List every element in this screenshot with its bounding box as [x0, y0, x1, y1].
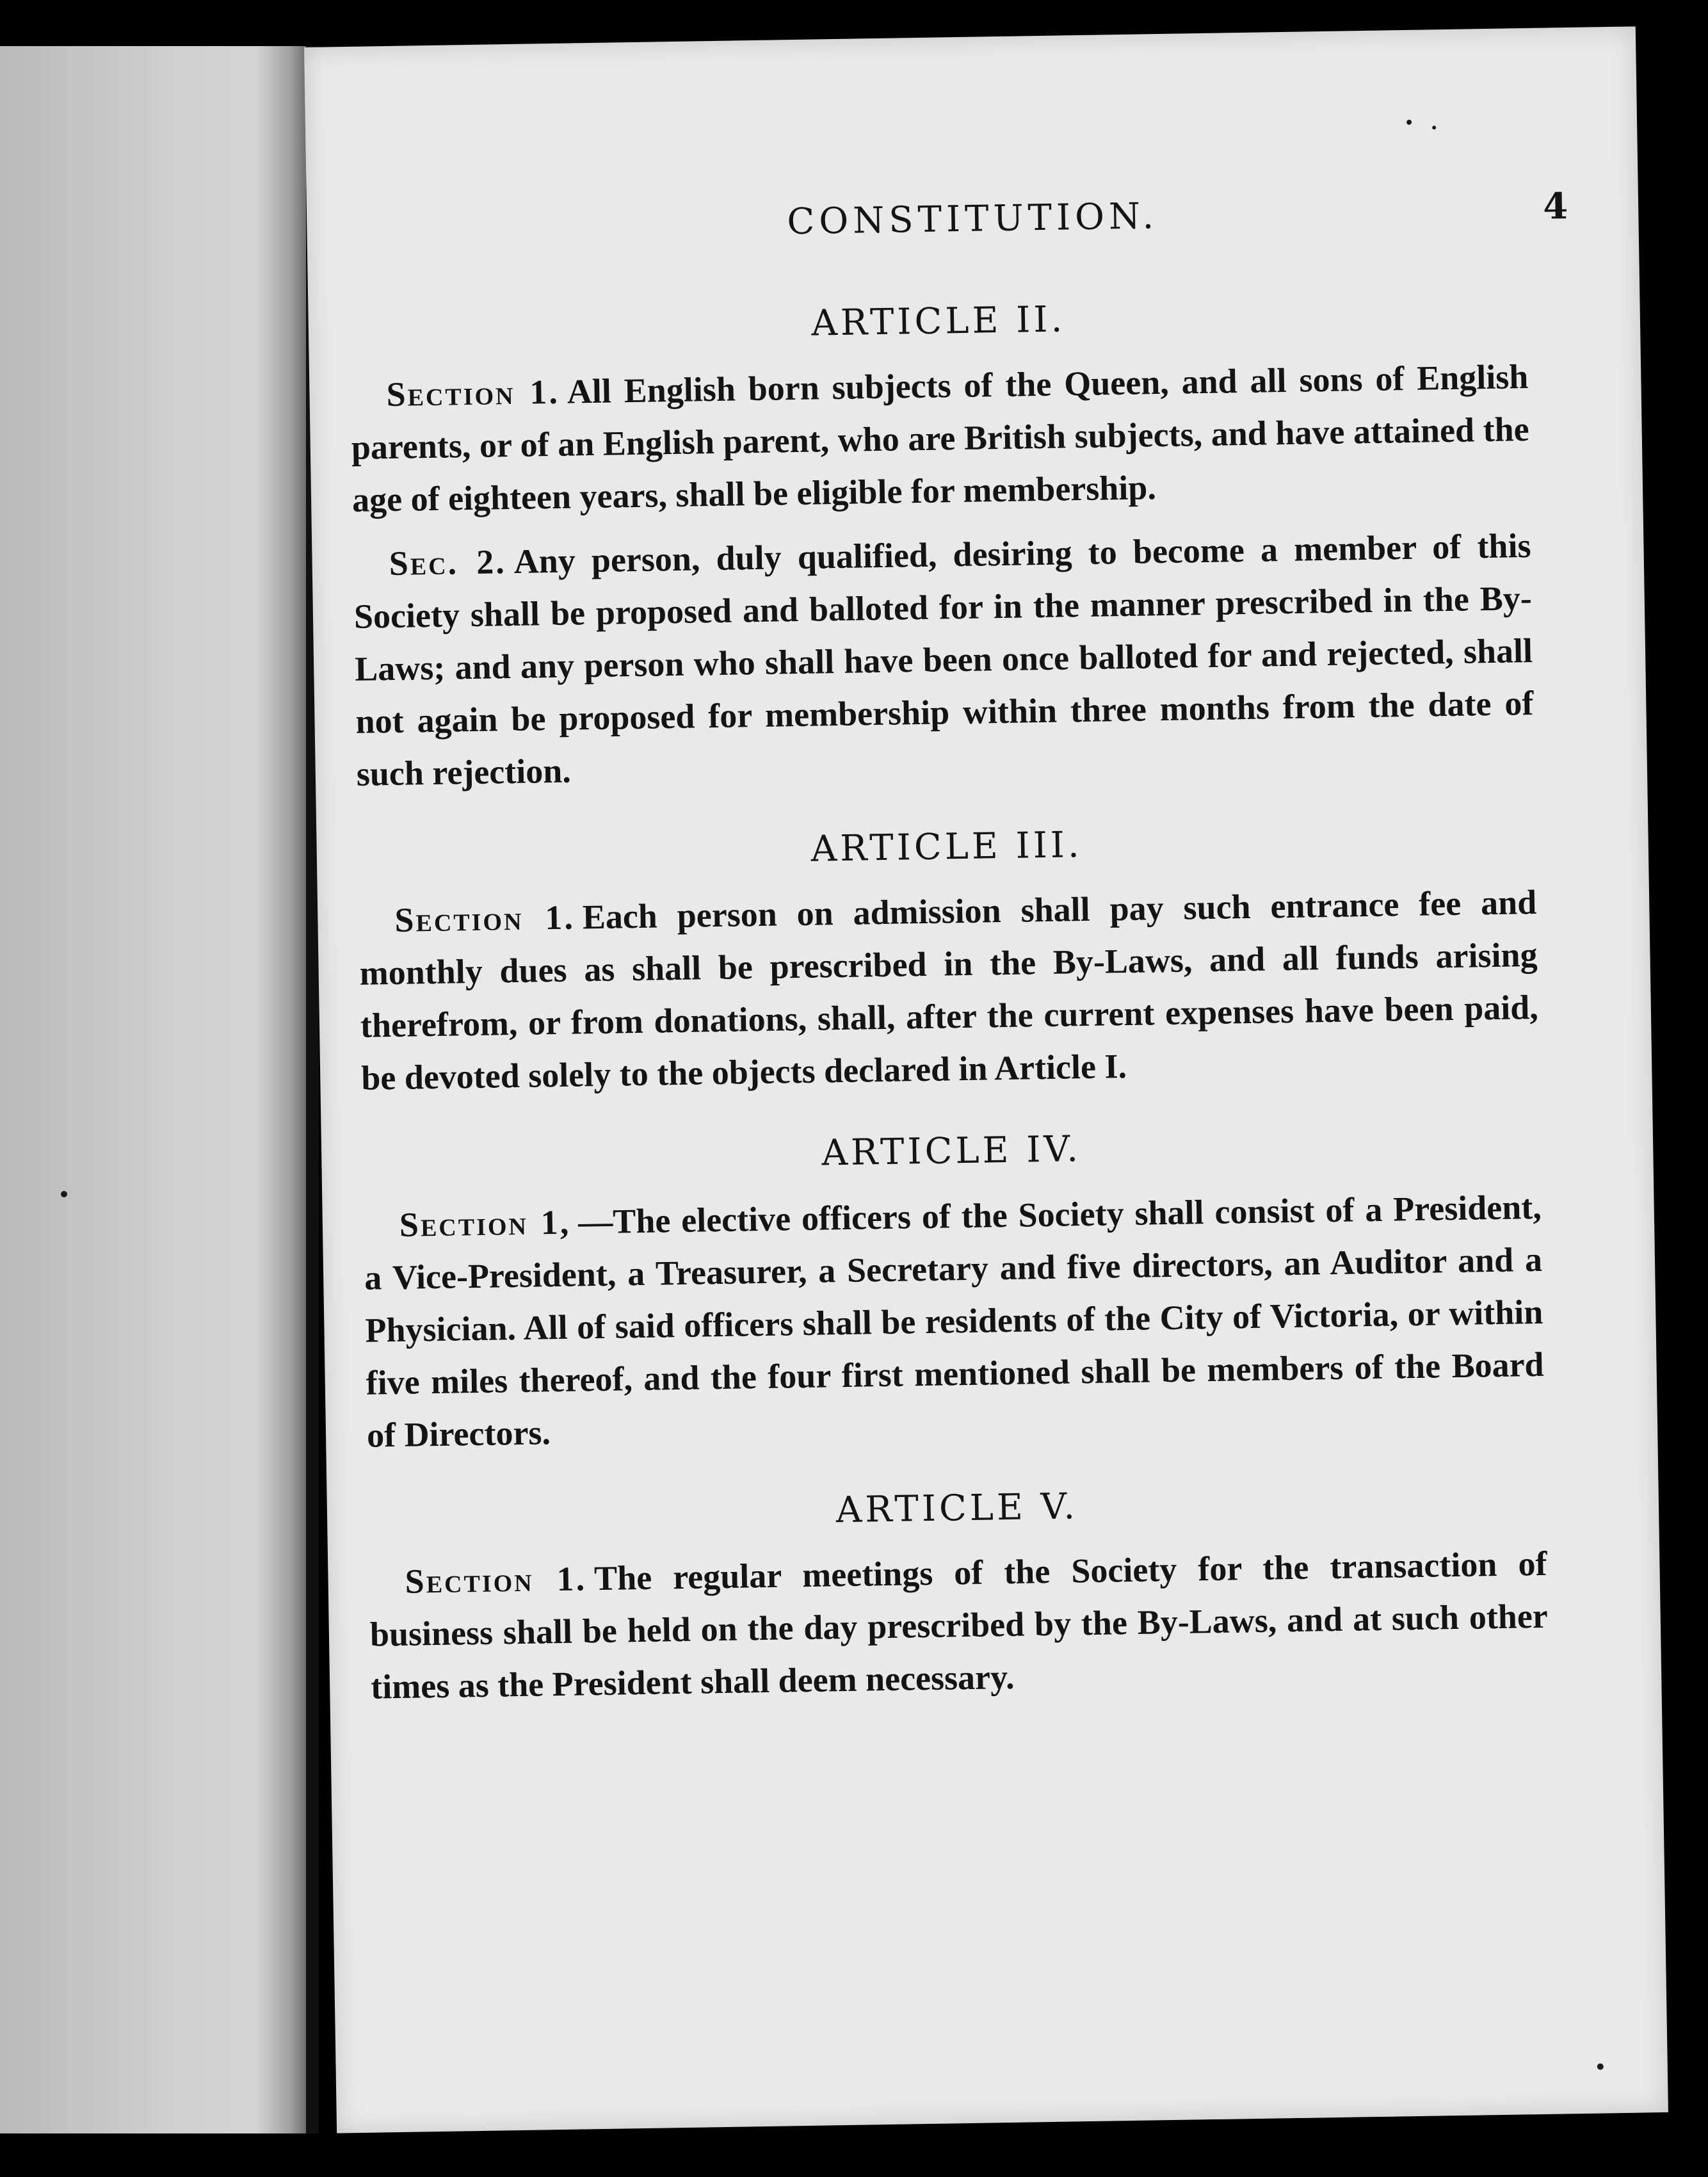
article-heading: ARTICLE IV. — [821, 1128, 1082, 1174]
section-label: Section 1. — [394, 898, 576, 940]
speck — [1432, 125, 1436, 129]
page-number: 4 — [1542, 185, 1568, 228]
article-section — [369, 1537, 1549, 1713]
article-heading: ARTICLE V. — [835, 1485, 1079, 1531]
article-iii — [357, 816, 1539, 1105]
speck — [1406, 120, 1412, 125]
article-section — [363, 1180, 1545, 1461]
section-text: Each person on admission shall pay such entrance fee and monthly dues as shall be prescribed in the By-Laws, and all funds arising therefrom, or from donations, shall, after the current expenses have been paid, be devoted solely to the objects declared in Article I. — [359, 883, 1539, 1098]
article-section — [359, 876, 1540, 1105]
section-text: All English born subjects of the Queen, and all sons of English parents, or of an English parent, who are British subjects, and have attained the age of eighteen years, shall be eligible for membership. — [351, 357, 1530, 520]
running-head: CONSTITUTION. — [786, 195, 1159, 243]
article-section — [350, 350, 1531, 526]
section-label: Section 1, — [399, 1202, 571, 1244]
section-text: —The elective officers of the Society shall consist of a President, a Vice-President, a Treasurer, a Secretary and five directors, an Auditor and a Physician. All of said officers shall be residents of the City of Victoria, or within five miles thereof, and the four first mentioned shall be members of the Board of Directors. — [364, 1187, 1545, 1455]
article-ii — [349, 291, 1535, 800]
article-section — [353, 519, 1535, 800]
section-label: Section 1. — [386, 372, 560, 414]
article-iv — [362, 1121, 1545, 1461]
article-heading: ARTICLE II. — [810, 298, 1066, 344]
section-label: Section 1. — [405, 1559, 587, 1601]
speck — [1597, 2064, 1604, 2070]
section-label: Sec. 2. — [389, 542, 507, 583]
section-text: The regular meetings of the Society for the transaction of business shall be held on the day prescribed by the By-Laws, and at such other times as the President shall deem necessary. — [369, 1544, 1549, 1706]
page-content — [304, 26, 1668, 2133]
speck — [61, 1191, 67, 1197]
section-text: Any person, duly qualified, desiring to become a member of this Society shall be proposed and balloted for in the manner prescribed in the By-Laws; and any person who shall have been once balloted for and rejected, shall not again be proposed for membership within three months from the date of such rejection. — [353, 526, 1534, 794]
page — [304, 26, 1668, 2133]
article-heading: ARTICLE III. — [810, 824, 1083, 870]
page-body — [349, 291, 1549, 1724]
page-header — [307, 185, 1639, 260]
article-v — [368, 1477, 1549, 1713]
